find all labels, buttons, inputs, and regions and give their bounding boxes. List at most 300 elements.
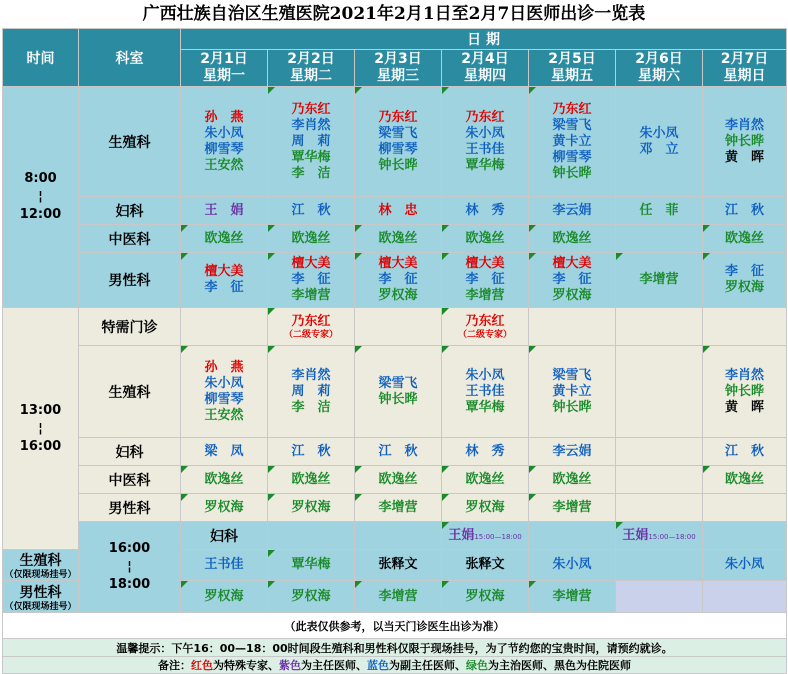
doctor-name: 罗权海 <box>204 588 244 604</box>
schedule-cell <box>442 87 529 197</box>
doctor-name: 王书佳 <box>204 557 244 572</box>
doctor-name: 李云娟 <box>552 202 592 218</box>
doctor-name: 孙 燕 <box>204 109 244 125</box>
schedule-cell <box>703 522 787 550</box>
doctor-name: 李增营 <box>552 499 592 515</box>
time-separator: ¦ <box>38 420 43 436</box>
doctor-name: 乃东红 <box>291 101 331 117</box>
corner-marker <box>355 253 362 260</box>
corner-marker <box>703 466 710 473</box>
doctor-name: 李肖然 <box>291 367 331 383</box>
schedule-cell <box>703 346 787 438</box>
schedule-cell <box>703 87 787 197</box>
doctor-name: 乃东红 <box>465 313 505 329</box>
doctor-name: 江 秋 <box>378 443 418 459</box>
corner-marker <box>442 225 449 232</box>
schedule-cell <box>442 197 529 225</box>
dept-label-fuke <box>79 197 181 225</box>
schedule-table <box>2 28 787 674</box>
header-day-1 <box>181 50 268 87</box>
schedule-cell <box>268 253 355 308</box>
schedule-cell <box>355 522 442 550</box>
dept-label-texu <box>79 308 181 346</box>
time-slot <box>3 308 79 550</box>
doctor-name: 朱小凤 <box>465 125 505 141</box>
dept-note: （仅限现场挂号） <box>4 601 77 612</box>
header-day-3 <box>355 50 442 87</box>
corner-marker <box>529 253 536 260</box>
doctor-name: 覃华梅 <box>291 149 331 165</box>
time-start: 16:00 <box>108 541 151 556</box>
schedule-cell <box>355 225 442 253</box>
schedule-cell <box>529 308 616 346</box>
dept-label-fuke <box>79 438 181 466</box>
schedule-cell <box>703 550 787 581</box>
doctor-name: 罗权海 <box>465 499 505 515</box>
doctor-name: 欧逸丝 <box>204 471 244 487</box>
schedule-cell <box>442 253 529 308</box>
dept-name: 男性科 <box>108 273 151 289</box>
corner-marker <box>268 308 275 315</box>
schedule-cell <box>616 522 703 550</box>
time-start: 8:00 <box>24 171 57 186</box>
dept-label-nanxing <box>3 581 79 613</box>
doctor-name: （二级专家） <box>457 329 512 340</box>
schedule-cell <box>355 87 442 197</box>
schedule-cell <box>268 308 355 346</box>
corner-marker <box>442 253 449 260</box>
time-tag: 15:00—18:00 <box>648 532 696 541</box>
doctor-name: 覃华梅 <box>465 399 505 415</box>
schedule-cell <box>181 581 268 613</box>
schedule-cell <box>529 522 616 550</box>
doctor-name: 孙 燕 <box>204 359 244 375</box>
schedule-cell <box>181 494 268 522</box>
schedule-cell <box>355 550 442 581</box>
doctor-name: 罗权海 <box>291 499 331 515</box>
schedule-cell <box>268 197 355 225</box>
schedule-cell <box>529 197 616 225</box>
dept-label-zhongyi <box>79 225 181 253</box>
doctor-name: 钟长晔 <box>378 157 418 173</box>
doctor-name: 王 娟 <box>204 202 244 218</box>
schedule-cell <box>703 225 787 253</box>
schedule-cell <box>181 253 268 308</box>
corner-marker <box>442 87 449 94</box>
corner-marker <box>616 253 623 260</box>
doctor-name: 朱小凤 <box>639 125 679 141</box>
corner-marker <box>268 225 275 232</box>
doctor-name: 檀大美 <box>465 256 505 271</box>
schedule-cell <box>355 494 442 522</box>
doctor-name: 王娟 <box>622 527 649 543</box>
schedule-cell <box>616 438 703 466</box>
dept-name: 中医科 <box>108 231 151 248</box>
corner-marker <box>355 87 362 94</box>
legend-text: 备注： <box>158 659 192 672</box>
doctor-name: 钟长晔 <box>725 133 765 149</box>
schedule-cell <box>442 581 529 613</box>
corner-marker <box>355 466 362 473</box>
corner-marker <box>268 346 275 353</box>
header-day-2 <box>268 50 355 87</box>
day-weekday: 星期日 <box>723 68 766 84</box>
time-end: 16:00 <box>19 438 62 454</box>
doctor-name: 李增营 <box>378 499 418 515</box>
schedule-cell <box>529 438 616 466</box>
doctor-name: 柳雪琴 <box>378 141 418 157</box>
corner-marker <box>442 494 449 501</box>
schedule-cell <box>616 346 703 438</box>
corner-marker <box>355 494 362 501</box>
schedule-cell <box>268 550 355 581</box>
doctor-name: 罗权海 <box>291 588 331 604</box>
corner-marker <box>181 466 188 473</box>
doctor-name: 李肖然 <box>291 117 331 133</box>
day-weekday: 星期二 <box>290 68 332 84</box>
doctor-name: 乃东红 <box>291 313 331 329</box>
doctor-name: 李增营 <box>378 588 418 604</box>
doctor-name: 梁雪飞 <box>552 117 592 133</box>
doctor-name: 黄卡立 <box>552 383 592 399</box>
doctor-name: 邓 立 <box>639 141 679 157</box>
doctor-name: 梁 凤 <box>204 443 244 459</box>
corner-marker <box>529 581 536 588</box>
dept-label-shengzhi <box>79 87 181 197</box>
dept-label-zhongyi <box>79 466 181 494</box>
doctor-name: 张释文 <box>378 557 418 572</box>
corner-marker <box>442 346 449 353</box>
schedule-cell <box>616 87 703 197</box>
header-day-5 <box>529 50 616 87</box>
doctor-name: 钟长晔 <box>378 391 418 407</box>
time-start: 13:00 <box>19 402 62 418</box>
schedule-cell <box>616 253 703 308</box>
header-day-6 <box>616 50 703 87</box>
dept-name: 妇科 <box>210 528 238 545</box>
doctor-name: 欧逸丝 <box>204 230 244 246</box>
schedule-cell <box>355 308 442 346</box>
schedule-cell <box>616 494 703 522</box>
schedule-cell <box>181 197 268 225</box>
doctor-name: 檀大美 <box>378 256 418 271</box>
schedule-cell <box>442 466 529 494</box>
doctor-name: 李增营 <box>552 588 592 604</box>
doctor-name: 王安然 <box>204 407 244 423</box>
schedule-cell <box>703 438 787 466</box>
doctor-name: 钟长晔 <box>552 399 592 415</box>
doctor-name: 江 秋 <box>725 443 765 459</box>
doctor-name: 欧逸丝 <box>465 471 505 487</box>
corner-marker <box>181 225 188 232</box>
schedule-cell <box>268 438 355 466</box>
doctor-name: 李增营 <box>639 272 679 287</box>
doctor-name: 欧逸丝 <box>725 230 765 246</box>
schedule-cell <box>442 438 529 466</box>
doctor-name: 朱小凤 <box>465 367 505 383</box>
day-weekday: 星期四 <box>464 68 506 84</box>
doctor-name: 王安然 <box>204 157 244 173</box>
doctor-name: 欧逸丝 <box>725 471 765 487</box>
schedule-cell <box>529 225 616 253</box>
doctor-name: 林 秀 <box>465 443 505 459</box>
doctor-name: 李肖然 <box>725 117 765 133</box>
dept-label-nanxing <box>79 494 181 522</box>
corner-marker <box>268 494 275 501</box>
doctor-name: 朱小凤 <box>204 375 244 391</box>
doctor-name: 张释文 <box>465 557 505 572</box>
doctor-name: 钟长晔 <box>552 165 592 181</box>
corner-marker <box>703 225 710 232</box>
schedule-cell <box>181 308 268 346</box>
doctor-name: 李 征 <box>552 272 592 287</box>
doctor-name: 梁雪飞 <box>378 125 418 141</box>
dept-note: （仅限现场挂号） <box>4 570 77 580</box>
schedule-cell <box>355 466 442 494</box>
corner-marker <box>268 253 275 260</box>
dept-label-nanxing <box>79 253 181 308</box>
legend-text: 为副主任医师、 <box>389 659 467 672</box>
schedule-cell <box>268 522 355 550</box>
corner-marker <box>181 253 188 260</box>
schedule-cell <box>703 253 787 308</box>
corner-marker <box>442 466 449 473</box>
schedule-cell <box>616 581 703 613</box>
header-day-4 <box>442 50 529 87</box>
schedule-cell <box>181 346 268 438</box>
doctor-name: 乃东红 <box>378 109 418 125</box>
legend-text: 蓝色 <box>367 659 390 672</box>
schedule-cell <box>616 550 703 581</box>
doctor-name: 欧逸丝 <box>465 230 505 246</box>
schedule-cell <box>181 87 268 197</box>
schedule-cell <box>181 466 268 494</box>
doctor-name: 柳雪琴 <box>204 141 244 157</box>
legend-text: 紫色 <box>279 659 302 672</box>
corner-marker <box>355 581 362 588</box>
doctor-name: 柳雪琴 <box>204 391 244 407</box>
doctor-name: 罗权海 <box>204 499 244 515</box>
time-separator: ¦ <box>38 189 43 204</box>
doctor-name: 李增营 <box>291 288 331 303</box>
schedule-cell <box>442 225 529 253</box>
doctor-name: 李增营 <box>465 288 505 303</box>
schedule-cell <box>268 581 355 613</box>
schedule-cell <box>442 550 529 581</box>
doctor-name: 江 秋 <box>291 443 331 459</box>
schedule-cell <box>703 197 787 225</box>
dept-name: 妇科 <box>115 203 144 220</box>
schedule-cell <box>442 522 529 550</box>
corner-marker <box>529 466 536 473</box>
doctor-name: 李肖然 <box>725 367 765 383</box>
doctor-name: 李 征 <box>378 272 418 287</box>
legend-text: 为主治医师、黑色为住院医师 <box>488 659 632 672</box>
dept-label-shengzhi <box>79 346 181 438</box>
dept-name: 妇科 <box>115 444 144 461</box>
doctor-name: 李 征 <box>725 264 765 279</box>
schedule-cell <box>181 225 268 253</box>
doctor-name: 柳雪琴 <box>552 149 592 165</box>
doctor-name: 乃东红 <box>552 101 592 117</box>
doctor-name: 李 洁 <box>291 165 331 181</box>
header-time: 时间 <box>3 29 79 87</box>
schedule-cell <box>529 550 616 581</box>
doctor-name: 周 莉 <box>291 383 331 399</box>
schedule-cell <box>703 581 787 613</box>
dept-name: 特需门诊 <box>101 319 158 336</box>
schedule-cell <box>529 346 616 438</box>
corner-marker <box>529 225 536 232</box>
dept-label-shengzhi <box>3 550 79 581</box>
time-slot <box>3 87 79 308</box>
schedule-cell <box>268 346 355 438</box>
doctor-name: 李云娟 <box>552 443 592 459</box>
doctor-name: 覃华梅 <box>291 557 331 572</box>
schedule-cell <box>442 346 529 438</box>
schedule-cell <box>355 197 442 225</box>
day-weekday: 星期五 <box>551 68 593 84</box>
corner-marker <box>442 308 449 315</box>
doctor-name: 王书佳 <box>465 383 505 399</box>
schedule-cell <box>616 308 703 346</box>
doctor-name: 李 征 <box>465 272 505 287</box>
time-slot <box>79 522 181 613</box>
doctor-name: 李 征 <box>291 272 331 287</box>
doctor-name: 江 秋 <box>725 202 765 218</box>
footer-note: （此表仅供参考，以当天门诊医生出诊为准） <box>3 613 787 639</box>
schedule-cell <box>268 466 355 494</box>
doctor-name: 周 莉 <box>291 133 331 149</box>
doctor-name: 欧逸丝 <box>378 230 418 246</box>
doctor-name: 朱小凤 <box>552 557 592 572</box>
schedule-cell <box>703 494 787 522</box>
day-date: 2月1日 <box>200 51 248 67</box>
day-date: 2月4日 <box>461 51 509 67</box>
doctor-name: 欧逸丝 <box>552 471 592 487</box>
day-date: 2月3日 <box>374 51 422 67</box>
day-weekday: 星期一 <box>203 68 245 84</box>
legend-text: 为主任医师、 <box>301 659 368 672</box>
day-weekday: 星期三 <box>377 68 419 84</box>
doctor-name: 欧逸丝 <box>378 471 418 487</box>
doctor-name: 任 菲 <box>639 202 679 218</box>
corner-marker <box>529 87 536 94</box>
schedule-cell <box>616 466 703 494</box>
schedule-cell <box>268 225 355 253</box>
dept-name: 生殖科 <box>108 134 151 151</box>
schedule-cell <box>703 308 787 346</box>
page-title: 广西壮族自治区生殖医院2021年2月1日至2月7日医师出诊一览表 <box>142 4 646 24</box>
dept-name: 中医科 <box>108 472 151 489</box>
corner-marker <box>268 550 275 557</box>
schedule-cell <box>616 225 703 253</box>
footer-note: 温馨提示：下午16：00—18：00时间段生殖科和男性科仅限于现场挂号，为了节约您的宝贵时间，请预约就诊。 <box>3 639 787 657</box>
day-date: 2月5日 <box>548 51 596 67</box>
corner-marker <box>355 225 362 232</box>
schedule-cell <box>181 438 268 466</box>
corner-marker <box>355 346 362 353</box>
corner-marker <box>181 581 188 588</box>
schedule-cell <box>529 581 616 613</box>
doctor-name: 朱小凤 <box>204 125 244 141</box>
doctor-name: 黄 晖 <box>725 149 765 165</box>
doctor-name: 欧逸丝 <box>552 230 592 246</box>
header-dept: 科室 <box>79 29 181 87</box>
corner-marker <box>442 581 449 588</box>
doctor-name: 罗权海 <box>465 588 505 604</box>
doctor-name: 林 秀 <box>465 202 505 218</box>
header-date: 日 期 <box>181 29 787 50</box>
schedule-cell <box>529 494 616 522</box>
schedule-cell <box>355 253 442 308</box>
schedule-cell <box>181 550 268 581</box>
dept-name: 生殖科 <box>108 384 151 401</box>
doctor-name: 黄卡立 <box>552 133 592 149</box>
corner-marker <box>268 581 275 588</box>
schedule-cell <box>529 87 616 197</box>
doctor-name: 林 忠 <box>378 202 418 218</box>
doctor-name: 乃东红 <box>465 109 505 125</box>
schedule-cell <box>355 438 442 466</box>
dept-name: 生殖科 <box>19 553 62 569</box>
doctor-name: 王书佳 <box>465 141 505 157</box>
doctor-name: 梁雪飞 <box>552 367 592 383</box>
schedule-cell <box>442 494 529 522</box>
dept-name: 男性科 <box>108 500 151 517</box>
doctor-name: 覃华梅 <box>465 157 505 173</box>
schedule-cell <box>442 308 529 346</box>
corner-marker <box>442 522 449 529</box>
schedule-cell <box>355 346 442 438</box>
color-legend <box>3 657 787 674</box>
corner-marker <box>268 466 275 473</box>
corner-marker <box>181 494 188 501</box>
schedule-cell <box>268 494 355 522</box>
dept-name: 男性科 <box>19 584 62 601</box>
corner-marker <box>703 253 710 260</box>
doctor-name: 檀大美 <box>204 264 244 279</box>
schedule-cell <box>703 466 787 494</box>
doctor-name: 罗权海 <box>552 288 592 303</box>
time-end: 18:00 <box>108 577 151 592</box>
doctor-name: 梁雪飞 <box>378 375 418 391</box>
day-weekday: 星期六 <box>638 68 680 84</box>
header-day-7 <box>703 50 787 87</box>
time-tag: 15:00—18:00 <box>474 532 522 541</box>
doctor-name: 王娟 <box>448 527 475 543</box>
legend-text: 红色 <box>191 659 214 672</box>
schedule-cell <box>529 253 616 308</box>
corner-marker <box>529 346 536 353</box>
time-end: 12:00 <box>19 207 62 222</box>
dept-label-fuke <box>181 522 268 550</box>
schedule-cell <box>355 581 442 613</box>
legend-text: 为特殊专家、 <box>213 659 280 672</box>
schedule-cell <box>529 466 616 494</box>
doctor-name: 欧逸丝 <box>291 230 331 246</box>
corner-marker <box>703 346 710 353</box>
doctor-name: 朱小凤 <box>725 557 765 572</box>
corner-marker <box>268 87 275 94</box>
schedule-cell <box>616 197 703 225</box>
day-date: 2月6日 <box>635 51 683 67</box>
day-date: 2月7日 <box>720 51 769 67</box>
doctor-name: 李 征 <box>204 280 244 295</box>
doctor-name: 黄 晖 <box>725 399 765 415</box>
doctor-name: 罗权海 <box>378 288 418 303</box>
doctor-name: 檀大美 <box>552 256 592 271</box>
